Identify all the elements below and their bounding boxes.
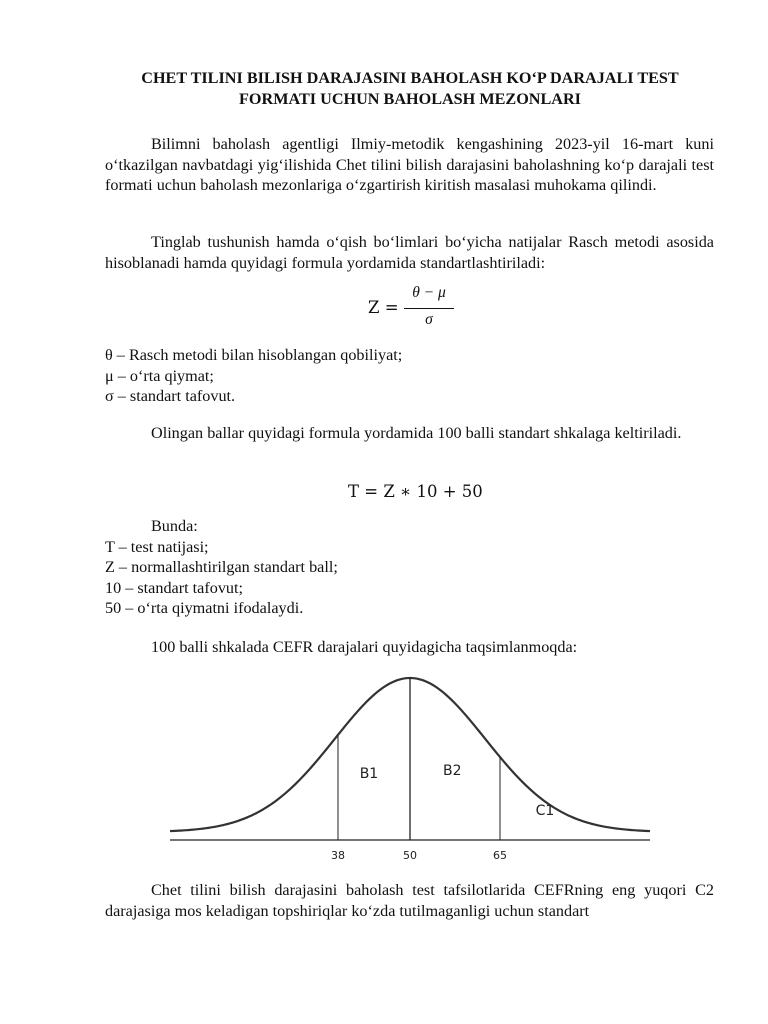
paragraph-rasch: Tinglab tushunish hamda o‘qish bo‘limlari bo‘yicha natijalar Rasch metodi asosida hisoblanadi hamda quyidagi formula yordamida standartlashtiriladi: [105,233,714,272]
paragraph-cefr: 100 balli shkalada CEFR darajalari quyidagicha taqsimlanmoqda: [151,638,578,656]
bunda-item-50: 50 – o‘rta qiymatni ifodalaydi. [105,599,304,617]
tick-label-50: 50 [403,849,417,862]
formula-z-fraction [404,284,454,329]
tick-label-65: 65 [493,849,507,862]
formula-z-lhs: Z = [368,298,399,317]
formula-z-numerator: θ − μ [412,284,446,301]
title-line-2: FORMATI UCHUN BAHOLASH MEZONLARI [239,90,581,108]
document-title [100,68,720,110]
cefr-distribution-chart [160,668,660,868]
fraction-bar [404,308,454,309]
formula-t: T = Z ∗ 10 + 50 [348,482,483,501]
paragraph-c2: Chet tilini bilish darajasini baholash test tafsilotlarida CEFRning eng yuqori C2 darajasiga mos keladigan topshiriqlar ko‘zda tutilmaganligi uchun standart [105,881,714,920]
tick-label-38: 38 [331,849,345,862]
title-line-1: CHET TILINI BILISH DARAJASINI BAHOLASH KO‘P DARAJALI TEST [141,69,679,87]
legend-theta: θ – Rasch metodi bilan hisoblangan qobiliyat; [105,346,403,364]
formula-z-denominator: σ [425,311,433,328]
bunda-heading: Bunda: [151,517,198,535]
legend-mu: μ – o‘rta qiymat; [105,366,214,385]
bunda-item-10: 10 – standart tafovut; [105,578,244,597]
z-legend [105,345,714,407]
bunda-item-t: T – test natijasi; [105,537,209,556]
region-label-c1: C1 [535,803,555,819]
legend-sigma: σ – standart tafovut. [105,387,236,405]
paragraph-scale: Olingan ballar quyidagi formula yordamida 100 balli standart shkalaga keltiriladi. [151,424,682,442]
paragraph-intro: Bilimni baholash agentligi Ilmiy-metodik kengashining 2023-yil 16-mart kuni o‘tkazilgan navbatdagi yig‘ilishida Chet tilini bilish darajasini baholashning ko‘p darajali test formati uchun baholash mezonlariga o‘zgartirish kiritish masalasi muhokama qilindi. [105,135,714,194]
bunda-block [105,516,714,619]
region-label-b2: B2 [443,763,462,779]
bunda-item-z: Z – normallashtirilgan standart ball; [105,558,338,576]
region-label-b1: B1 [359,766,379,782]
